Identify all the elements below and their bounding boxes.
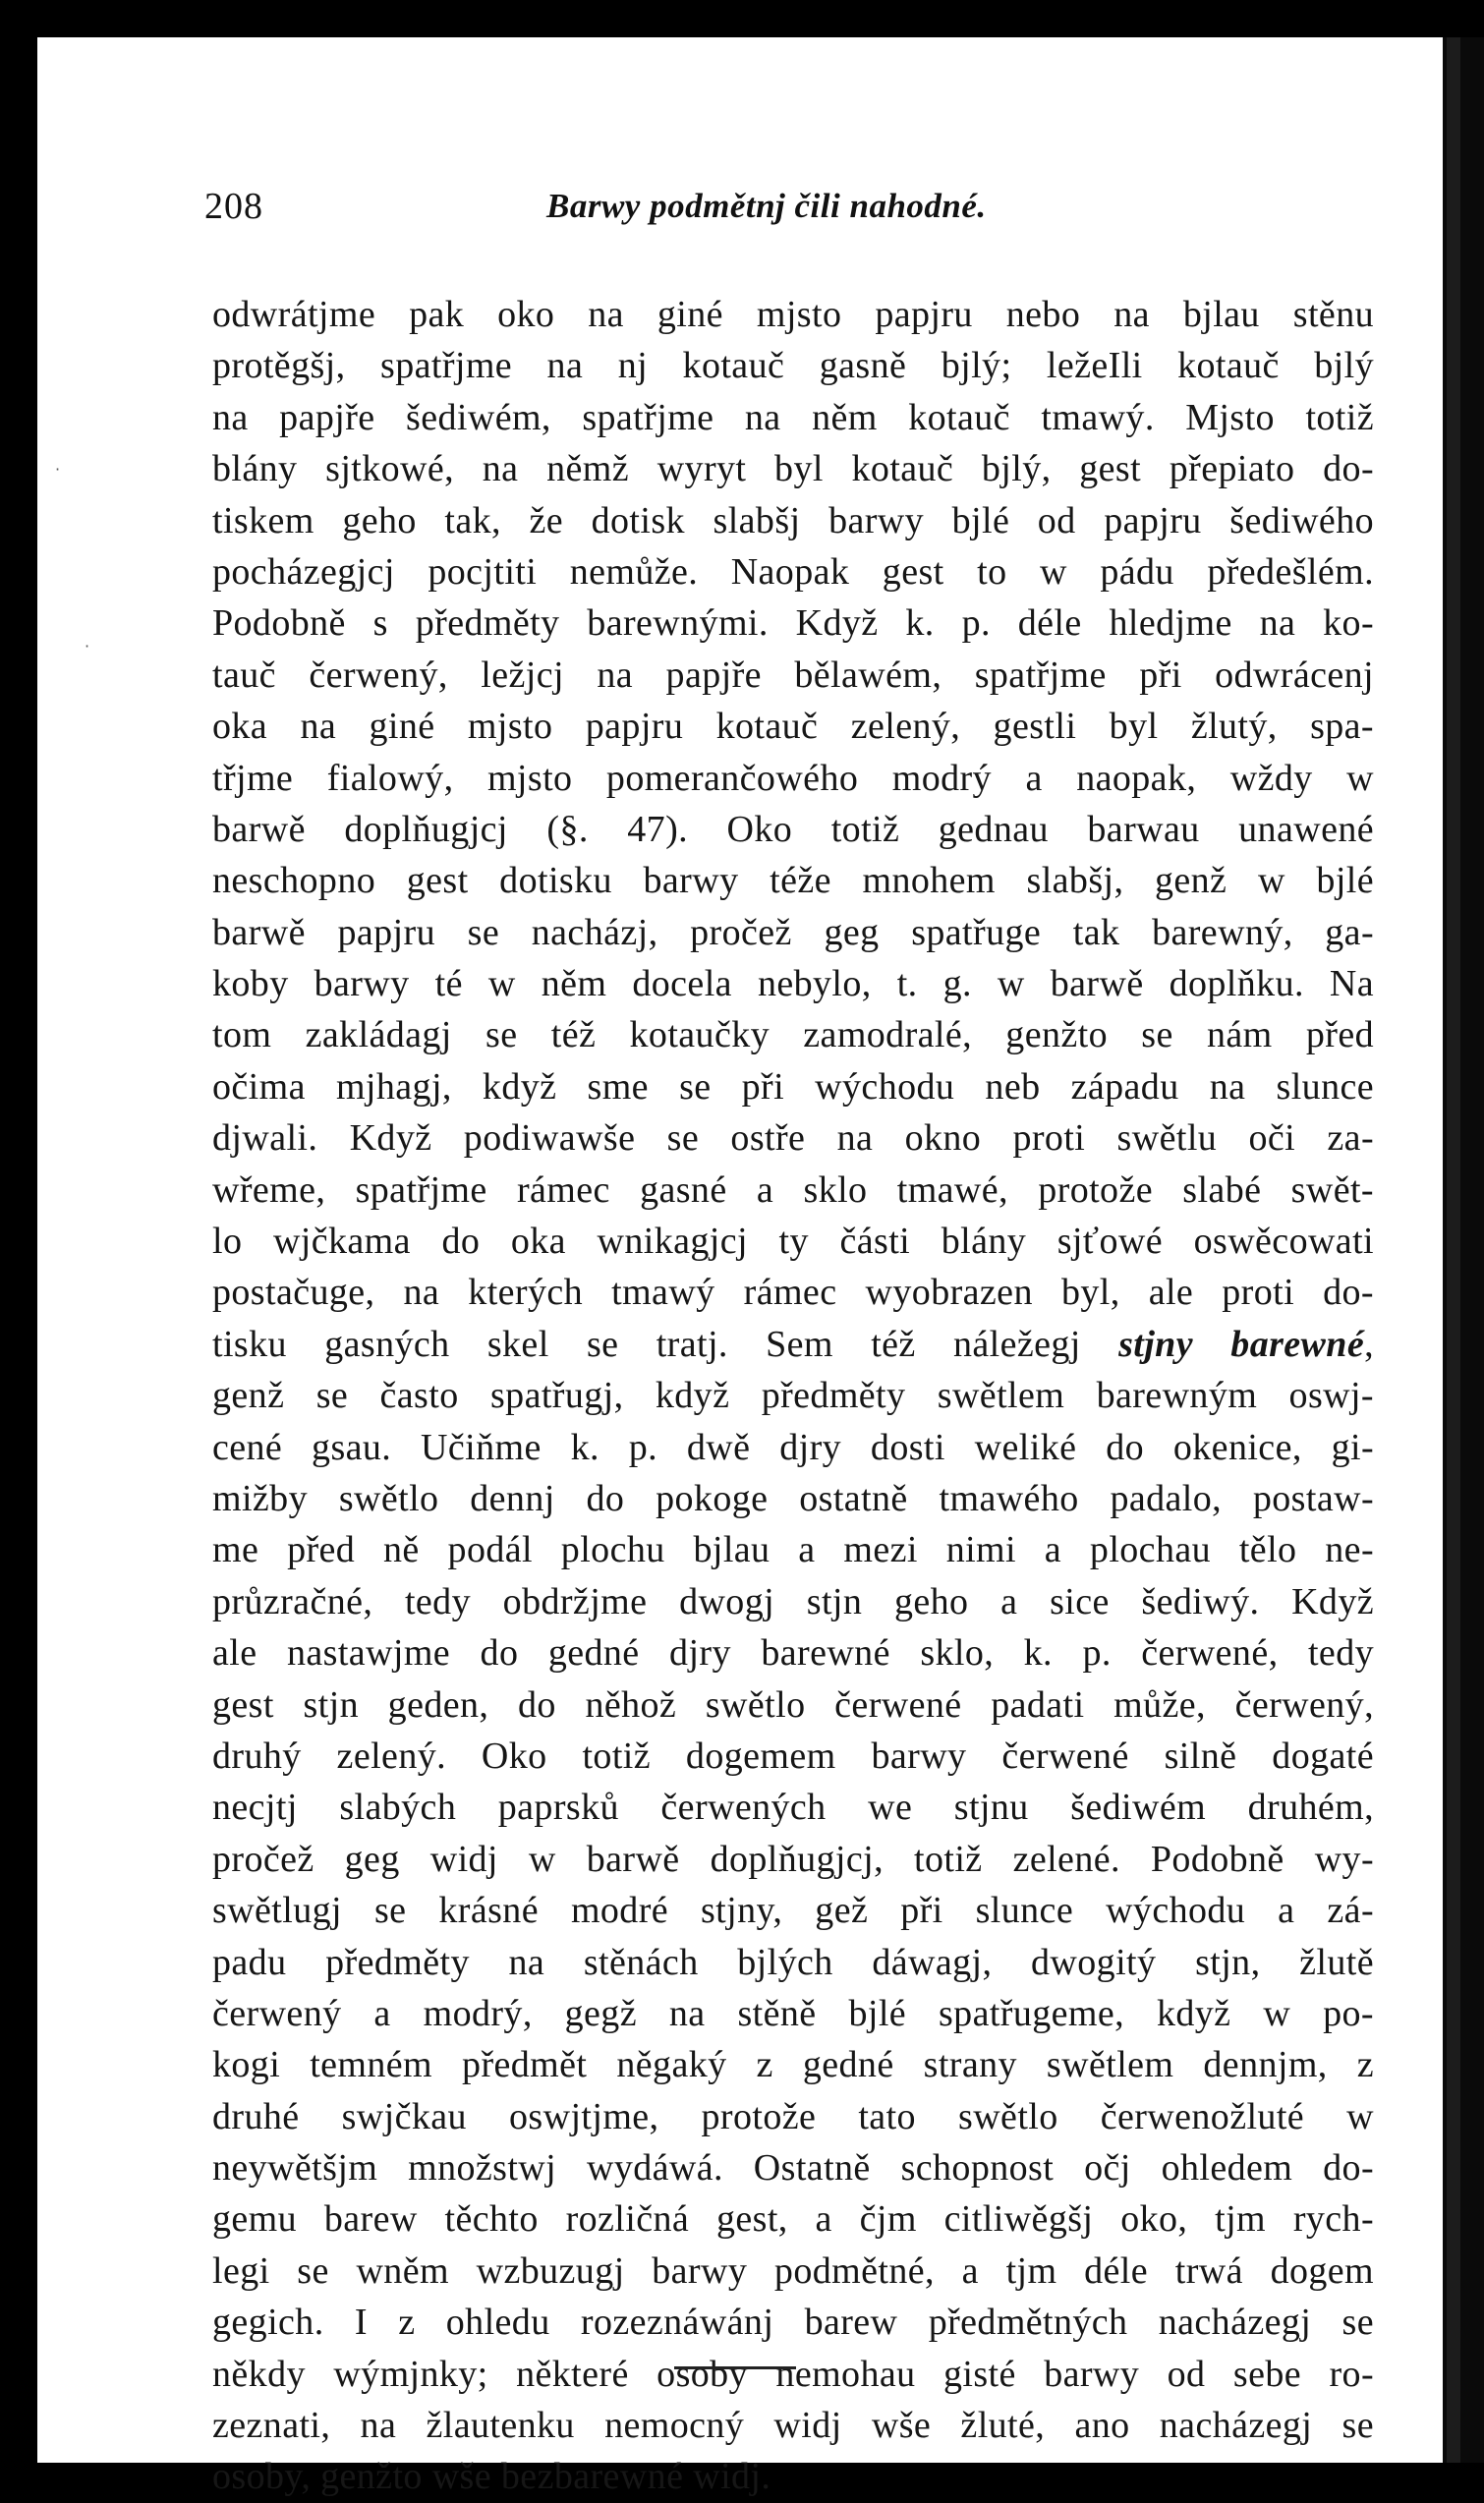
page-number: 208 bbox=[204, 186, 263, 227]
text-line: průzračné, tedy obdržjme dwogj stjn geho a sice šediwý. Když bbox=[212, 1580, 1374, 1622]
text-line: postačuge, na kterých tmawý rámec wyobrazen byl, ale proti do- bbox=[212, 1272, 1374, 1314]
text-line: Podobně s předměty barewnými. Když k. p. déle hledjme na ko- bbox=[212, 602, 1374, 645]
text-line: očima mjhagj, když sme se při wýchodu neb západu na slunce bbox=[212, 1065, 1374, 1108]
text-line: tiskem geho tak, že dotisk slabšj barwy bjlé od papjru šediwého bbox=[212, 499, 1374, 541]
text-line: protěgšj, spatřjme na nj kotauč gasně bjlý; ležeIli kotauč bjlý bbox=[212, 345, 1374, 387]
text-line: mižby swětlo dennj do pokoge ostatně tmawého padalo, postaw- bbox=[212, 1477, 1374, 1519]
text-line: ale nastawjme do gedné djry barewné sklo, k. p. čerwené, tedy bbox=[212, 1632, 1374, 1675]
text-line: tisku gasných skel se tratj. Sem též náležegj stjny barewné, bbox=[212, 1323, 1374, 1365]
page-edge-shadow bbox=[1447, 37, 1460, 2463]
text-line: blány sjtkowé, na němž wyryt byl kotauč bjlý, gest přepiato do- bbox=[212, 448, 1374, 490]
text-line: někdy wýmjnky; některé osoby nemohau gisté barwy od sebe ro- bbox=[212, 2353, 1374, 2395]
text-line: zeznati, na žlautenku nemocný widj wše žluté, ano nacházegj se bbox=[212, 2405, 1374, 2447]
text-line: neywětšjm množstwj wydáwá. Ostatně schopnost očj ohledem do- bbox=[212, 2147, 1374, 2190]
text-line: djwali. Když podiwawše se ostře na okno proti swětlu oči za- bbox=[212, 1117, 1374, 1160]
text-line: pocházegjcj pocjtiti nemůže. Naopak gest to w pádu předešlém. bbox=[212, 550, 1374, 593]
text-line: padu předměty na stěnách bjlých dáwagj, dwogitý stjn, žlutě bbox=[212, 1941, 1374, 1983]
text-line: legi se wněm wzbuzugj barwy podmětné, a tjm déle trwá dogem bbox=[212, 2249, 1374, 2292]
text-line: neschopno gest dotisku barwy téže mnohem slabšj, genž w bjlé bbox=[212, 860, 1374, 902]
text-line: čerwený a modrý, gegž na stěně bjlé spatřugeme, když w po- bbox=[212, 1992, 1374, 2034]
running-head: Barwy podmětnj čili nahodné. bbox=[546, 187, 987, 225]
text-line: me před ně podál plochu bjlau a mezi nimi a plochau tělo ne- bbox=[212, 1529, 1374, 1571]
text-line: pročež geg widj w barwě doplňugjcj, totiž zelené. Podobně wy- bbox=[212, 1838, 1374, 1880]
text-line: druhý zelený. Oko totiž dogemem barwy čerwené silně dogaté bbox=[212, 1735, 1374, 1777]
text-line: druhé swjčkau oswjtjme, protože tato swětlo čerwenožluté w bbox=[212, 2095, 1374, 2137]
body-text bbox=[212, 289, 1374, 2503]
text-line: kogi temném předmět něgaký z gedné strany swětlem dennjm, z bbox=[212, 2044, 1374, 2086]
page-header bbox=[37, 185, 1443, 244]
text-line: lo wjčkama do oka wnikagjcj ty části blány sjťowé oswěcowati bbox=[212, 1221, 1374, 1263]
margin-speck: · bbox=[85, 637, 90, 655]
text-line: osoby, genžto wše bezbarewné widj. bbox=[212, 2456, 771, 2498]
text-line: gegich. I z ohledu rozeznáwánj barew předmětných nacházegj se bbox=[212, 2302, 1374, 2344]
text-line: necjtj slabých paprsků čerwených we stjnu šediwém druhém, bbox=[212, 1787, 1374, 1829]
text-line: třjme fialowý, mjsto pomerančowého modrý a naopak, wždy w bbox=[212, 757, 1374, 799]
text-line: na papjře šediwém, spatřjme na něm kotauč tmawý. Mjsto totiž bbox=[212, 396, 1374, 438]
text-line: odwrátjme pak oko na giné mjsto papjru nebo na bjlau stěnu bbox=[212, 294, 1374, 335]
text-line: gest stjn geden, do něhož swětlo čerwené padati může, čerwený, bbox=[212, 1683, 1374, 1726]
text-line: wřeme, spatřjme rámec gasné a sklo tmawé, protože slabé swět- bbox=[212, 1168, 1374, 1211]
margin-speck: · bbox=[55, 460, 61, 479]
text-line: oka na giné mjsto papjru kotauč zelený, gestli byl žlutý, spa- bbox=[212, 706, 1374, 748]
text-line: koby barwy té w něm docela nebylo, t. g. w barwě doplňku. Na bbox=[212, 963, 1374, 1005]
text-line: genž se často spatřugj, když předměty swětlem barewným oswj- bbox=[212, 1375, 1374, 1417]
emphasized-term: stjny barewné bbox=[1118, 1323, 1365, 1365]
book-page bbox=[37, 37, 1443, 2498]
text-line: barwě papjru se nacházj, pročež geg spatřuge tak barewný, ga- bbox=[212, 911, 1374, 953]
text-line: barwě doplňugjcj (§. 47). Oko totiž gednau barwau unawené bbox=[212, 808, 1374, 850]
text-line: cené gsau. Učiňme k. p. dwě djry dosti weliké do okenice, gi- bbox=[212, 1426, 1374, 1468]
text-line: swětlugj se krásné modré stjny, gež při slunce wýchodu a zá- bbox=[212, 1890, 1374, 1932]
end-rule bbox=[674, 2366, 796, 2369]
text-line: tauč čerwený, ležjcj na papjře bělawém, spatřjme při odwrácenj bbox=[212, 654, 1374, 696]
text-line: gemu barew těchto rozličná gest, a čjm citliwěgšj oko, tjm rych- bbox=[212, 2198, 1374, 2241]
adjacent-page-edge bbox=[1443, 37, 1484, 2463]
text-line: tom zakládagj se též kotaučky zamodralé, genžto se nám před bbox=[212, 1014, 1374, 1056]
